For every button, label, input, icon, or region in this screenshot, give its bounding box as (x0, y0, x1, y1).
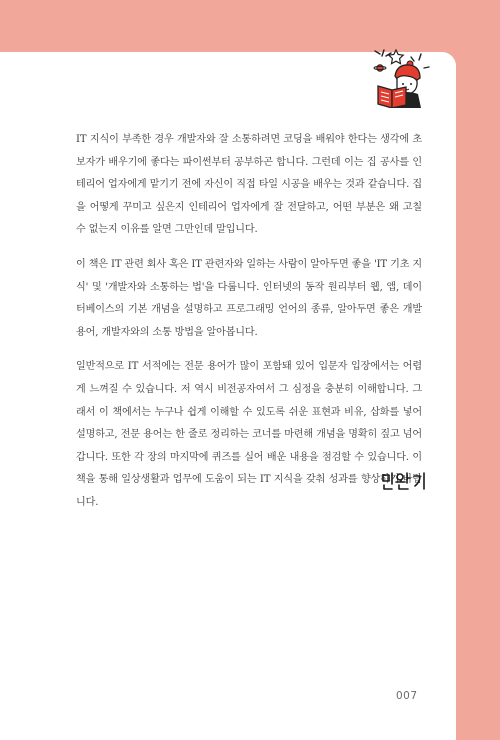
author-signature (380, 470, 430, 492)
body-text (76, 129, 422, 527)
page-number: 007 (396, 690, 418, 702)
reading-person-icon (356, 46, 432, 108)
paragraph-3: 일반적으로 IT 서적에는 전문 용어가 많이 포함돼 있어 입문자 입장에서는 어렵게 느껴질 수 있습니다. 저 역시 비전공자여서 그 심정을 충분히 이해합니다. 그래서 이 책에서는 누구나 쉽게 이해할 수 있도록 쉬운 표현과 비유, 삽화를 넣어 설명하고, 전문 용어는 한 줄로 정리하는 코너를 마련해 개념을 명확히 짚고 넘어갑니다. 또한 각 장의 마지막에 퀴즈를 실어 배운 내용을 점검할 수 있습니다. 이 책을 통해 일상생활과 업무에 도움이 되는 IT 지식을 갖춰 성과를 향상하기 바랍니다. (76, 361, 422, 508)
paragraph-2: 이 책은 IT 관련 회사 혹은 IT 관련자와 일하는 사람이 알아두면 좋을 'IT 기초 지식' 및 '개발자와 소통하는 법'을 다룹니다. 인터넷의 동작 원리부터 웹, 앱, 데이터베이스의 기본 개념을 설명하고 프로그래밍 언어의 종류, 알아두면 좋은 개발 용어, 개발자와의 소통 방법을 알아봅니다. (76, 258, 422, 338)
paragraph-1: IT 지식이 부족한 경우 개발자와 잘 소통하려면 코딩을 배워야 한다는 생각에 초보자가 배우기에 좋다는 파이썬부터 공부하곤 합니다. 그런데 이는 집 공사를 인테리어 업자에게 맡기기 전에 자신이 직접 타일 시공을 배우는 것과 같습니다. 집을 어떻게 꾸미고 싶은지 인테리어 업자에게 잘 전달하고, 어떤 부분은 왜 고칠 수 없는지 이유를 알면 그만인데 말입니다. (76, 134, 422, 236)
